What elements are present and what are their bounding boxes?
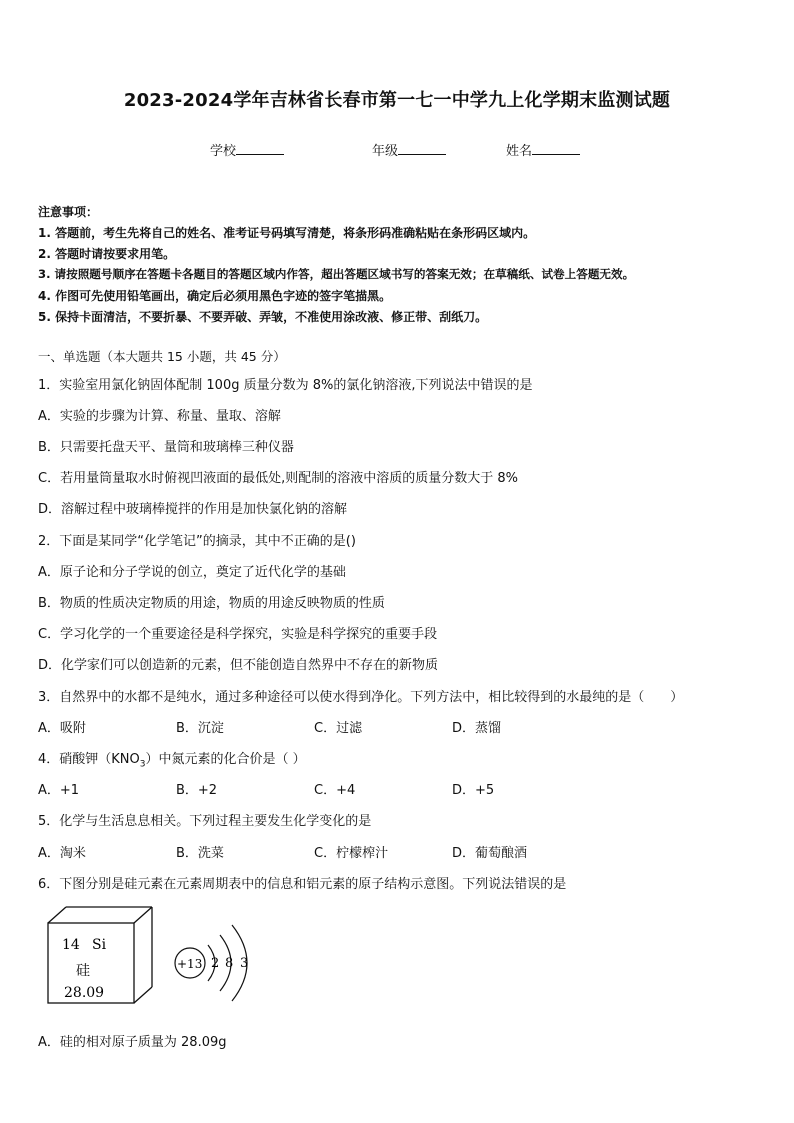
question-1-stem: 1．实验室用氯化钠固体配制 100g 质量分数为 8%的氯化钠溶液,下列说法中错误的是: [38, 378, 533, 393]
question-6-option-a[interactable]: A．硅的相对原子质量为 28.09g: [38, 1035, 227, 1050]
question-2-option-b[interactable]: B．物质的性质决定物质的用途，物质的用途反映物质的性质: [38, 596, 385, 611]
question-3-option-a[interactable]: A．吸附: [38, 721, 86, 736]
name-label: 姓名: [506, 144, 533, 159]
question-2-option-d[interactable]: D．化学家们可以创造新的元素，但不能创造自然界中不存在的新物质: [38, 658, 439, 673]
question-6-figure: [40, 905, 260, 1019]
question-4-stem-text: 4．硝酸钾（KNO: [38, 752, 140, 767]
question-4-option-a[interactable]: A．+1: [38, 783, 80, 798]
subscript-3: 3: [139, 759, 146, 770]
element-symbol: Si: [92, 937, 107, 953]
question-4-option-d[interactable]: D．+5: [452, 783, 495, 798]
question-5-option-b[interactable]: B．洗菜: [176, 846, 224, 861]
question-5-option-a[interactable]: A．淘米: [38, 846, 86, 861]
question-6-stem: 6．下图分别是硅元素在元素周期表中的信息和铝元素的原子结构示意图。下列说法错误的是: [38, 877, 567, 892]
question-3-option-c[interactable]: C．过滤: [314, 721, 363, 736]
question-2-option-a[interactable]: A．原子论和分子学说的创立，奠定了近代化学的基础: [38, 565, 346, 580]
question-1-option-d[interactable]: D．溶解过程中玻璃棒搅拌的作用是加快氯化钠的溶解: [38, 502, 348, 517]
note-item: 4. 作图可先使用铅笔画出，确定后必须用黑色字迹的签字笔描黑。: [38, 289, 392, 303]
question-5-option-c[interactable]: C．柠檬榨汁: [314, 846, 389, 861]
school-field: [210, 140, 284, 159]
question-5-option-d[interactable]: D．葡萄酿酒: [452, 846, 528, 861]
question-5-stem: 5．化学与生活息息相关。下列过程主要发生化学变化的是: [38, 814, 372, 829]
school-blank[interactable]: [236, 142, 284, 155]
notes-heading: 注意事项：: [38, 205, 99, 219]
nucleus-charge: +13: [177, 957, 203, 971]
question-3-stem: 3．自然界中的水都不是纯水，通过多种途径可以使水得到净化。下列方法中，相比较得到的水最纯的是（ ）: [38, 690, 684, 705]
question-4-option-b[interactable]: B．+2: [176, 783, 218, 798]
school-label: 学校: [210, 144, 237, 159]
question-3-option-d[interactable]: D．蒸馏: [452, 721, 502, 736]
question-4-option-c[interactable]: C．+4: [314, 783, 356, 798]
question-1-option-a[interactable]: A．实验的步骤为计算、称量、量取、溶解: [38, 409, 281, 424]
question-2-option-c[interactable]: C．学习化学的一个重要途径是科学探究，实验是科学探究的重要手段: [38, 627, 438, 642]
note-item: 1. 答题前，考生先将自己的姓名、准考证号码填写清楚，将条形码准确粘贴在条形码区域内。: [38, 226, 536, 240]
question-3-option-b[interactable]: B．沉淀: [176, 721, 224, 736]
question-4-stem: [38, 748, 306, 770]
note-item: 5. 保持卡面清洁，不要折暴、不要弄破、弄皱，不准使用涂改液、修正带、刮纸刀。: [38, 310, 488, 324]
shell-electrons-3: 3: [240, 956, 249, 971]
shell-electrons-2: 8: [225, 956, 234, 971]
question-1-option-b[interactable]: B．只需要托盘天平、量筒和玻璃棒三种仪器: [38, 440, 294, 455]
note-item: 3. 请按照题号顺序在答题卡各题目的答题区域内作答，超出答题区域书写的答案无效；在草稿纸、试卷上答题无效。: [38, 267, 635, 281]
note-item: 2. 答题时请按要求用笔。: [38, 247, 176, 261]
question-1-option-c[interactable]: C．若用量筒量取水时俯视凹液面的最低处,则配制的溶液中溶质的质量分数大于 8%: [38, 471, 518, 486]
grade-blank[interactable]: [398, 142, 446, 155]
question-2-stem: 2．下面是某同学“化学笔记”的摘录，其中不正确的是(): [38, 534, 356, 549]
section-title: 一、单选题（本大题共 15 小题，共 45 分）: [38, 349, 286, 364]
grade-label: 年级: [372, 144, 399, 159]
question-4-stem-tail: ）中氮元素的化合价是（ ）: [145, 752, 306, 767]
grade-field: [372, 140, 446, 159]
name-blank[interactable]: [532, 142, 580, 155]
element-name: 硅: [76, 963, 90, 979]
page-title: 2023-2024学年吉林省长春市第一七一中学九上化学期末监测试题: [123, 90, 671, 111]
atomic-mass: 28.09: [64, 985, 105, 1001]
shell-electrons-1: 2: [211, 956, 220, 971]
name-field: [506, 140, 580, 159]
figure-svg: [40, 905, 260, 1015]
atomic-number: 14: [62, 937, 80, 953]
